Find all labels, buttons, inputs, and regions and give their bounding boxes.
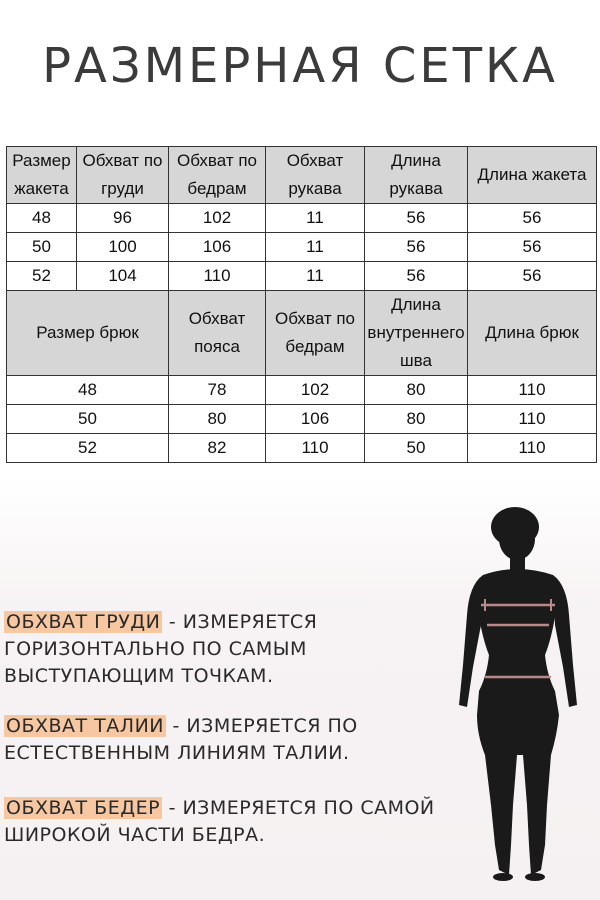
header-cell: Обхват пояса bbox=[169, 291, 266, 376]
table-cell: 110 bbox=[169, 262, 266, 291]
table-cell: 102 bbox=[169, 204, 266, 233]
table-cell: 106 bbox=[266, 405, 365, 434]
header-cell: Обхват по груди bbox=[77, 147, 169, 204]
table-cell: 110 bbox=[468, 376, 597, 405]
table-cell: 104 bbox=[77, 262, 169, 291]
header-cell: Обхват по бедрам bbox=[169, 147, 266, 204]
pants-header-row bbox=[7, 291, 597, 376]
torso-legs bbox=[477, 569, 559, 875]
table-cell: 110 bbox=[468, 405, 597, 434]
bust-term: ОБХВАТ ГРУДИ bbox=[6, 611, 161, 633]
body-silhouette-icon bbox=[455, 505, 595, 885]
header-cell: Размер жакета bbox=[7, 147, 77, 204]
header-cell: Длина брюк bbox=[468, 291, 597, 376]
table-cell: 56 bbox=[468, 262, 597, 291]
waist-text: - ИЗМЕРЯЕТСЯ ПО ЕСТЕСТВЕННЫМ ЛИНИЯМ ТАЛИИ. bbox=[4, 715, 358, 764]
table-cell: 11 bbox=[266, 233, 365, 262]
size-table bbox=[6, 146, 597, 463]
table-cell: 50 bbox=[7, 233, 77, 262]
table-cell: 80 bbox=[365, 405, 468, 434]
table-cell: 80 bbox=[365, 376, 468, 405]
table-cell: 78 bbox=[169, 376, 266, 405]
header-cell: Размер брюк bbox=[7, 291, 169, 376]
table-cell: 100 bbox=[77, 233, 169, 262]
waist-description bbox=[4, 713, 474, 767]
right-foot bbox=[525, 873, 545, 881]
left-foot bbox=[493, 873, 513, 881]
header-cell: Обхват рукава bbox=[266, 147, 365, 204]
table-cell: 102 bbox=[266, 376, 365, 405]
table-row bbox=[7, 262, 597, 291]
page-title: РАЗМЕРНАЯ СЕТКА bbox=[42, 38, 558, 94]
table-cell: 48 bbox=[7, 376, 169, 405]
hips-text: - ИЗМЕРЯЕТСЯ ПО САМОЙ ШИРОКОЙ ЧАСТИ БЕДРА. bbox=[4, 797, 435, 846]
table-cell: 52 bbox=[7, 262, 77, 291]
head bbox=[499, 518, 535, 560]
table-cell: 50 bbox=[365, 434, 468, 463]
header-cell: Длина рукава bbox=[365, 147, 468, 204]
table-cell: 96 bbox=[77, 204, 169, 233]
table-row bbox=[7, 233, 597, 262]
table-cell: 106 bbox=[169, 233, 266, 262]
table-cell: 56 bbox=[468, 233, 597, 262]
neck bbox=[510, 555, 525, 571]
jacket-header-row bbox=[7, 147, 597, 204]
bust-text: - ИЗМЕРЯЕТСЯ ГОРИЗОНТАЛЬНО ПО САМЫМ ВЫСТУПАЮЩИМ ТОЧКАМ. bbox=[4, 611, 318, 687]
table-cell: 56 bbox=[365, 262, 468, 291]
table-cell: 110 bbox=[468, 434, 597, 463]
table-row bbox=[7, 405, 597, 434]
table-cell: 52 bbox=[7, 434, 169, 463]
table-cell: 110 bbox=[266, 434, 365, 463]
table-cell: 56 bbox=[468, 204, 597, 233]
right-arm bbox=[553, 575, 577, 707]
table-cell: 48 bbox=[7, 204, 77, 233]
bust-description bbox=[4, 609, 474, 690]
table-cell: 80 bbox=[169, 405, 266, 434]
table-cell: 11 bbox=[266, 262, 365, 291]
table-cell: 56 bbox=[365, 204, 468, 233]
header-cell: Обхват по бедрам bbox=[266, 291, 365, 376]
table-row bbox=[7, 204, 597, 233]
table-cell: 11 bbox=[266, 204, 365, 233]
hips-term: ОБХВАТ БЕДЕР bbox=[6, 797, 161, 819]
table-cell: 82 bbox=[169, 434, 266, 463]
left-arm bbox=[459, 575, 483, 707]
header-cell: Длина внутреннего шва bbox=[365, 291, 468, 376]
table-row bbox=[7, 434, 597, 463]
waist-term: ОБХВАТ ТАЛИИ bbox=[6, 715, 164, 737]
header-cell: Длина жакета bbox=[468, 147, 597, 204]
table-row bbox=[7, 376, 597, 405]
table-cell: 56 bbox=[365, 233, 468, 262]
table-cell: 50 bbox=[7, 405, 169, 434]
hips-description bbox=[4, 795, 474, 849]
